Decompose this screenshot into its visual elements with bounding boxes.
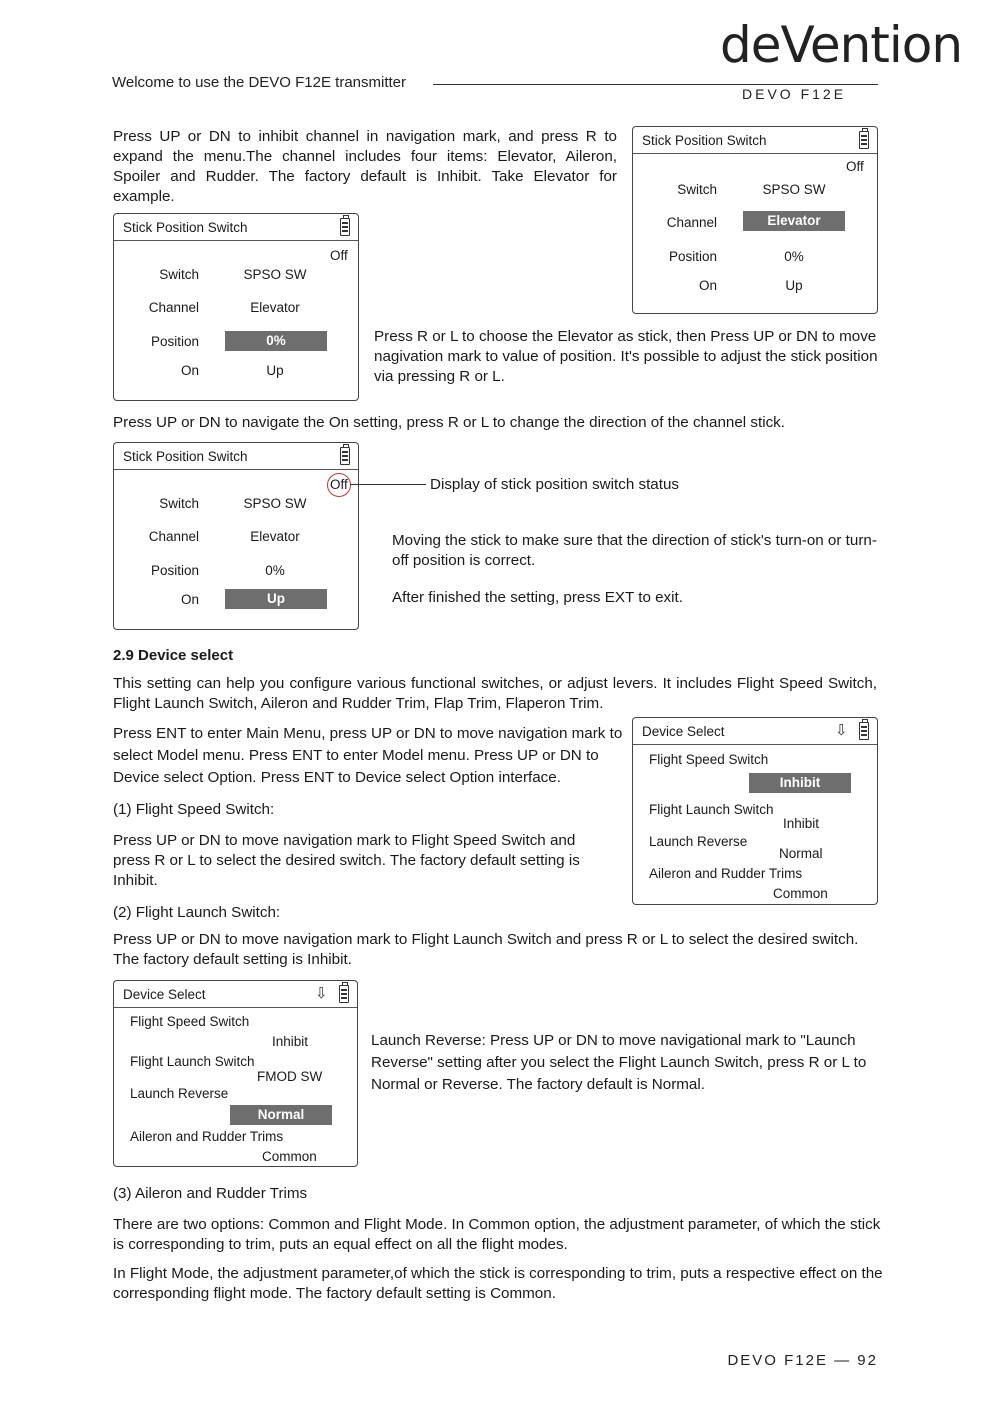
channel-value: Elevator [250, 300, 300, 315]
on-value: Up [266, 363, 284, 378]
title-divider [114, 1007, 357, 1008]
position-value-selected[interactable]: 0% [225, 331, 327, 351]
switch-value: SPSO SW [243, 267, 307, 282]
brand-logo: deVention [720, 16, 963, 74]
switch-status: Off [330, 477, 348, 492]
battery-icon [859, 722, 869, 740]
header-rule [433, 84, 878, 85]
title-divider [114, 469, 358, 470]
screen-stick-position-position [113, 213, 359, 401]
launch-reverse-value: Normal [779, 846, 823, 861]
flight-speed-switch-label: Flight Speed Switch [649, 752, 769, 767]
scroll-down-arrow-icon: ⇩ [315, 985, 328, 1002]
screen-stick-position-channel [632, 126, 878, 314]
screen-title: Stick Position Switch [123, 449, 248, 464]
position-value: 0% [784, 249, 804, 264]
page-footer: DEVO F12E — 92 [727, 1352, 878, 1369]
channel-label: Channel [148, 300, 199, 315]
flight-speed-switch-value-selected[interactable]: Inhibit [749, 773, 851, 793]
section-heading: 2.9 Device select [113, 647, 234, 664]
switch-label: Switch [159, 496, 199, 511]
switch-value: SPSO SW [762, 182, 826, 197]
para-launch-reverse: Launch Reverse: Press UP or DN to move navigational mark to "Launch Reverse" setting after you select the Flight Launch Switch, press R or L to Normal or Reverse. The factory default is Normal. [371, 1032, 867, 1093]
para-flight-launch: Press UP or DN to move navigation mark to Flight Launch Switch and press R or L to select the desired switch. The factory default setting is Inhibit. [113, 931, 859, 968]
para-flight-mode-option: In Flight Mode, the adjustment parameter,of which the stick is corresponding to trim, puts a respective effect on the corresponding flight mode. The factory default setting is Common. [113, 1265, 883, 1302]
switch-status: Off [846, 159, 864, 174]
on-value-selected[interactable]: Up [225, 589, 327, 609]
screen-device-select-launch-reverse [113, 980, 358, 1167]
position-label: Position [668, 249, 717, 264]
header-welcome: Welcome to use the DEVO F12E transmitter [112, 74, 407, 91]
scroll-down-arrow-icon: ⇩ [835, 722, 848, 739]
para-choose-elevator: Press R or L to choose the Elevator as stick, then Press UP or DN to move nagivation mark to value of position. It's possible to adjust the stick position via pressing R or L. [374, 328, 878, 385]
subheading-flight-speed: (1) Flight Speed Switch: [113, 801, 275, 818]
position-label: Position [150, 563, 199, 578]
aileron-rudder-trims-label: Aileron and Rudder Trims [649, 866, 803, 881]
flight-speed-switch-value: Inhibit [272, 1034, 309, 1049]
subheading-flight-launch: (2) Flight Launch Switch: [113, 904, 281, 921]
switch-status: Off [330, 248, 348, 263]
title-divider [633, 744, 877, 745]
flight-launch-switch-value: FMOD SW [257, 1069, 323, 1084]
aileron-rudder-trims-value: Common [262, 1149, 317, 1164]
channel-label: Channel [148, 529, 199, 544]
title-divider [633, 153, 877, 154]
launch-reverse-label: Launch Reverse [649, 834, 748, 849]
para-common-option: There are two options: Common and Flight Mode. In Common option, the adjustment parameter, of which the stick is corresponding to trim, puts an equal effect on all the flight modes. [113, 1216, 881, 1253]
channel-value-selected[interactable]: Elevator [743, 211, 845, 231]
launch-reverse-value-selected[interactable]: Normal [230, 1105, 332, 1125]
status-highlight-circle [327, 473, 351, 497]
brand-model: DEVO F12E [742, 86, 847, 102]
callout-status-text: Display of stick position switch status [430, 476, 679, 493]
switch-label: Switch [677, 182, 717, 197]
aileron-rudder-trims-value: Common [773, 886, 828, 901]
screen-stick-position-on [113, 442, 359, 630]
callout-leader-line [350, 484, 426, 485]
on-label: On [180, 363, 199, 378]
title-divider [114, 240, 358, 241]
launch-reverse-label: Launch Reverse [130, 1086, 229, 1101]
subheading-aileron-rudder: (3) Aileron and Rudder Trims [113, 1185, 308, 1202]
switch-label: Switch [159, 267, 199, 282]
aileron-rudder-trims-label: Aileron and Rudder Trims [130, 1129, 284, 1144]
para-enter-menu: Press ENT to enter Main Menu, press UP or DN to move navigation mark to select Model menu. Press ENT to enter Model menu. Press UP or DN to Device select Option. Press ENT to Device select Option interface. [113, 725, 623, 786]
switch-value: SPSO SW [243, 496, 307, 511]
position-label: Position [150, 334, 199, 349]
battery-icon [339, 985, 349, 1003]
channel-value: Elevator [250, 529, 300, 544]
screen-title: Device Select [123, 987, 206, 1002]
para-inhibit-channel: Press UP or DN to inhibit channel in navigation mark, and press R to expand the menu.The channel includes four items: Elevator, Aileron, Spoiler and Rudder. The factory default is Inhibit. Take Elevator for example. [113, 128, 617, 205]
para-navigate-on: Press UP or DN to navigate the On setting, press R or L to change the direction of the channel stick. [113, 414, 785, 431]
battery-icon [859, 131, 869, 149]
flight-launch-switch-label: Flight Launch Switch [130, 1054, 255, 1069]
flight-speed-switch-label: Flight Speed Switch [130, 1014, 250, 1029]
on-value: Up [785, 278, 803, 293]
para-device-select-intro: This setting can help you configure various functional switches, or adjust levers. It includes Flight Speed Switch, Flight Launch Switch, Aileron and Rudder Trim, Flap Trim, Flaperon Trim. [113, 675, 877, 712]
screen-title: Device Select [642, 724, 725, 739]
screen-title: Stick Position Switch [123, 220, 248, 235]
flight-launch-switch-label: Flight Launch Switch [649, 802, 774, 817]
screen-device-select-speed [632, 717, 878, 905]
on-label: On [698, 278, 717, 293]
battery-icon [340, 218, 350, 236]
para-flight-speed: Press UP or DN to move navigation mark to Flight Speed Switch and press R or L to select the desired switch. The factory default setting is Inhibit. [113, 832, 580, 889]
screen-title: Stick Position Switch [642, 133, 767, 148]
flight-launch-switch-value: Inhibit [783, 816, 820, 831]
para-moving-stick: Moving the stick to make sure that the direction of stick's turn-on or turn-off position is correct. [392, 532, 877, 569]
para-exit: After finished the setting, press EXT to exit. [392, 589, 683, 606]
position-value: 0% [265, 563, 285, 578]
on-label: On [180, 592, 199, 607]
battery-icon [340, 447, 350, 465]
channel-label: Channel [666, 215, 717, 230]
